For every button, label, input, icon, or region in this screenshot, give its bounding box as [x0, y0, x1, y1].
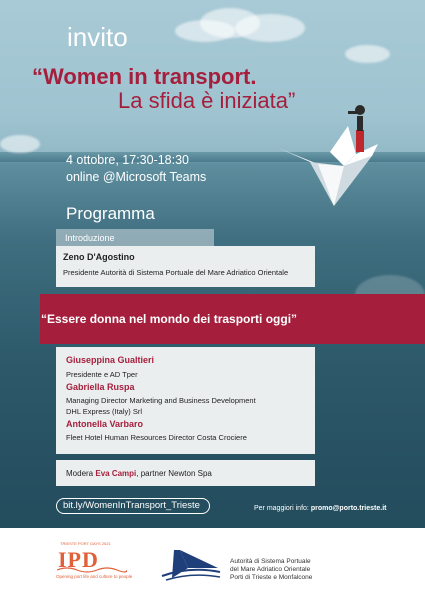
authority-line: Autorità di Sistema Portuale	[230, 558, 311, 565]
speaker-name: Antonella Varbaro	[66, 419, 144, 429]
port-authority-name	[230, 558, 312, 582]
ipd-logo-top-text: TRIESTE PORT DAYS 2021	[60, 541, 111, 546]
cloud	[345, 45, 390, 63]
moderator-name: Eva Campi	[95, 469, 137, 478]
ipd-wave-icon	[57, 566, 127, 574]
cloud	[235, 14, 305, 42]
contact-email[interactable]: promo@porto.trieste.it	[310, 505, 387, 512]
speaker-role: DHL Express (Italy) Srl	[66, 407, 142, 416]
intro-speaker-role: Presidente Autorità di Sistema Portuale del Mare Adriatico Orientale	[63, 268, 289, 277]
registration-link[interactable]: bit.ly/WomenInTransport_Trieste	[63, 500, 200, 511]
moderator-line	[66, 469, 212, 478]
speaker-role: Managing Director Marketing and Business Development	[66, 396, 256, 405]
speaker-name: Gabriella Ruspa	[66, 382, 135, 392]
cloud	[0, 135, 40, 153]
event-details	[66, 152, 206, 186]
moderator-suffix: , partner Newton Spa	[136, 469, 212, 478]
event-platform: online @Microsoft Teams	[66, 170, 207, 184]
event-date-time: 4 ottobre, 17:30-18:30	[66, 153, 190, 167]
moderator-prefix: Modera	[66, 469, 94, 478]
program-heading: Programma	[66, 204, 155, 223]
ipd-tagline: Opening port life and culture to people	[56, 574, 133, 579]
authority-line: Porti di Trieste e Monfalcone	[230, 574, 313, 581]
speaker-name: Giuseppina Gualtieri	[66, 355, 155, 365]
panel-title: “Essere donna nel mondo dei trasporti oggi”	[41, 312, 298, 326]
event-title-line1: “Women in transport.	[32, 64, 257, 89]
intro-label: Introduzione	[65, 233, 115, 243]
speaker-role: Presidente e AD Tper	[66, 370, 138, 379]
contact-prefix: Per maggiori info:	[254, 505, 311, 512]
event-title-line2: La sfida è iniziata”	[118, 88, 296, 113]
invitation-label: invito	[67, 22, 128, 52]
port-authority-logo-icon	[160, 548, 222, 582]
speaker-role: Fleet Hotel Human Resources Director Costa Crociere	[66, 433, 247, 442]
contact-info	[254, 505, 386, 512]
ipd-logo: IPD	[58, 547, 99, 572]
authority-line: del Mare Adriatico Orientale	[230, 566, 311, 573]
intro-speaker-name: Zeno D'Agostino	[63, 252, 135, 262]
